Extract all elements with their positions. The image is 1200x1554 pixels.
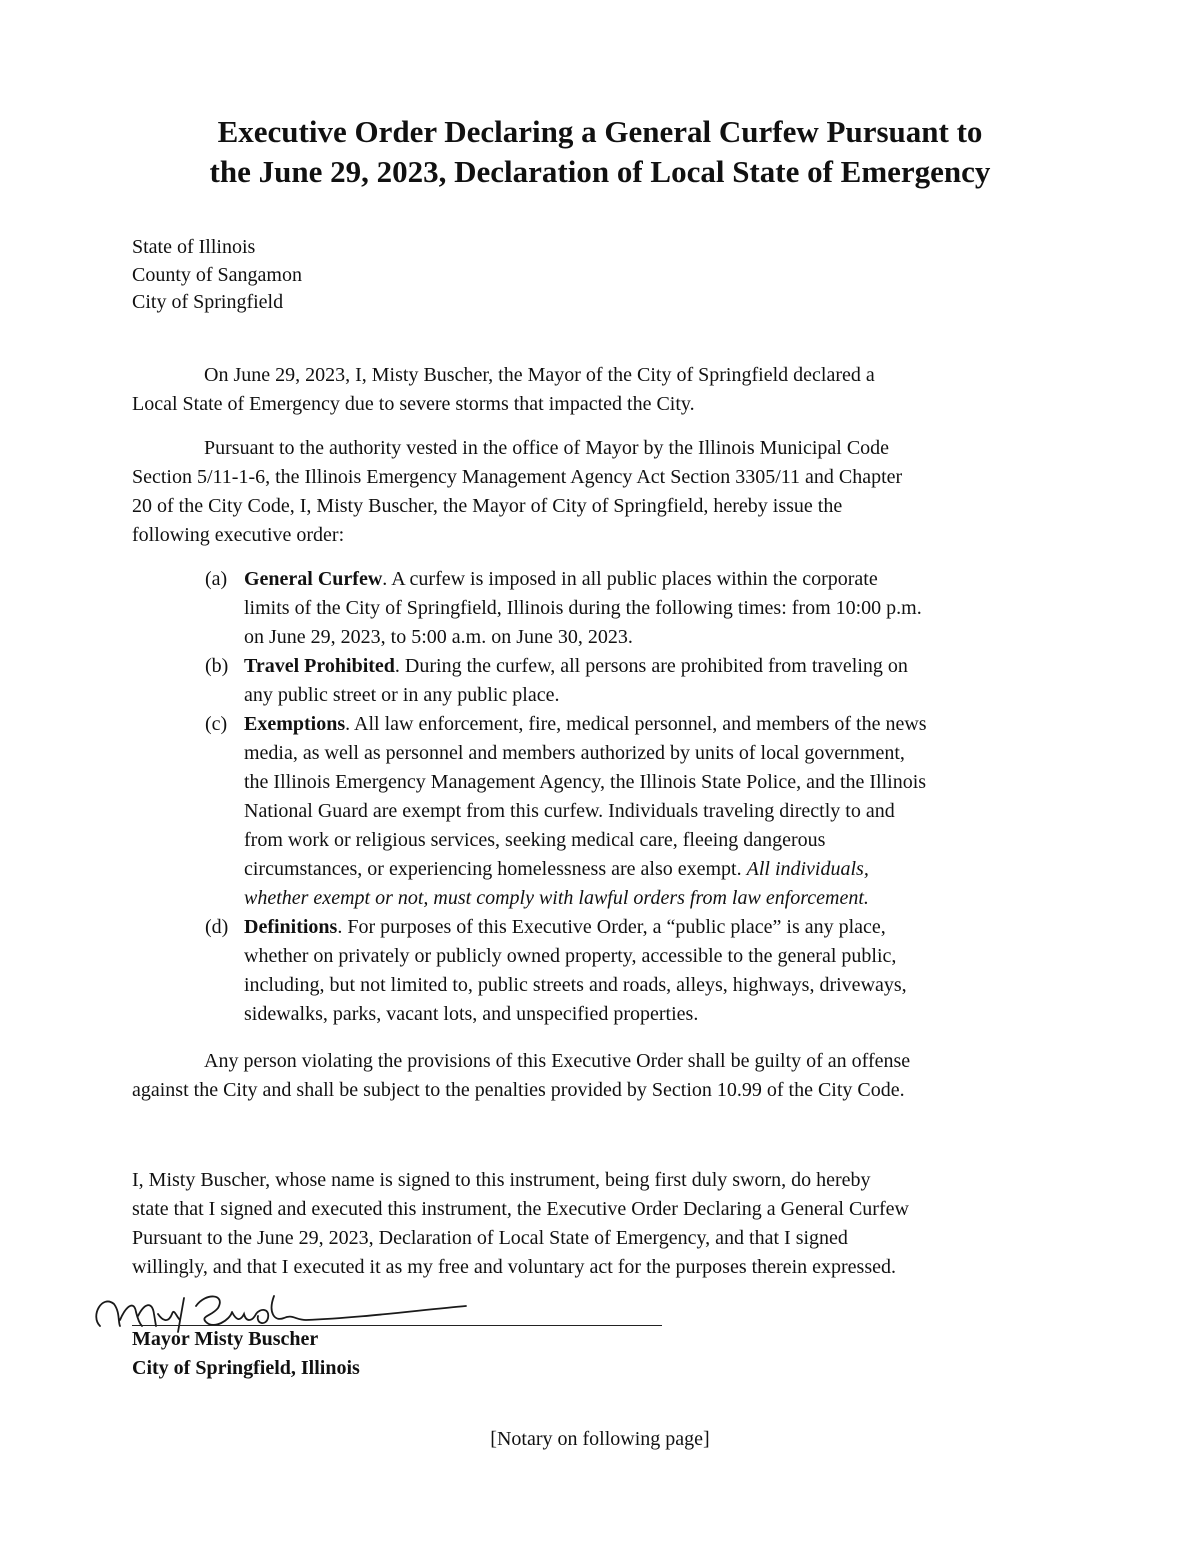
penalty-paragraph (132, 1047, 1062, 1105)
provision-line: the Illinois Emergency Management Agency, the Illinois State Police, and the Illinois (244, 771, 927, 793)
jurisdiction-block (132, 234, 302, 317)
paragraph-line: state that I signed and executed this instrument, the Executive Order Declaring a General Curfew (132, 1198, 909, 1220)
paragraph-line: Pursuant to the June 29, 2023, Declaration of Local State of Emergency, and that I signed (132, 1227, 848, 1249)
paragraph-line: Any person violating the provisions of this Executive Order shall be guilty of an offense (204, 1050, 911, 1072)
signer-block (132, 1325, 360, 1383)
paragraph-line: I, Misty Buscher, whose name is signed to this instrument, being first duly sworn, do hereby (132, 1169, 871, 1191)
provision-italic-text: All individuals, (746, 858, 869, 880)
provision-line: sidewalks, parks, vacant lots, and unspecified properties. (244, 1003, 699, 1025)
order-provisions-list (205, 565, 1075, 1029)
affidavit-paragraph (132, 1166, 1062, 1282)
paragraph-line: against the City and shall be subject to the penalties provided by Section 10.99 of the City Code. (132, 1079, 905, 1101)
provision-general-curfew (205, 565, 1075, 652)
provision-heading: Exemptions (244, 713, 346, 735)
title-line-1: Executive Order Declaring a General Curfew Pursuant to (217, 114, 983, 149)
provision-label: (b) (205, 655, 229, 677)
emergency-declaration-paragraph (132, 361, 1062, 419)
authority-paragraph (132, 434, 1062, 550)
provision-text: . During the curfew, all persons are prohibited from traveling on (394, 655, 908, 677)
paragraph-line: On June 29, 2023, I, Misty Buscher, the Mayor of the City of Springfield declared a (204, 364, 875, 386)
signer-office: City of Springfield, Illinois (132, 1357, 360, 1379)
paragraph-line: Pursuant to the authority vested in the office of Mayor by the Illinois Municipal Code (204, 437, 890, 459)
paragraph-line: Section 5/11-1-6, the Illinois Emergency Management Agency Act Section 3305/11 and Chapter (132, 466, 903, 488)
provision-exemptions (205, 710, 1075, 913)
paragraph-line: willingly, and that I executed it as my free and voluntary act for the purposes therein expressed. (132, 1256, 897, 1278)
jurisdiction-county: County of Sangamon (132, 263, 302, 286)
provision-label: (c) (205, 713, 228, 735)
provision-text: . A curfew is imposed in all public places within the corporate (382, 568, 878, 590)
document-title (100, 112, 1100, 192)
title-line-2: the June 29, 2023, Declaration of Local State of Emergency (209, 154, 991, 189)
provision-heading: Travel Prohibited (244, 655, 395, 677)
jurisdiction-state: State of Illinois (132, 236, 256, 258)
provision-text: . For purposes of this Executive Order, a “public place” is any place, (337, 916, 886, 938)
paragraph-line: Local State of Emergency due to severe storms that impacted the City. (132, 393, 695, 415)
provision-line: National Guard are exempt from this curfew. Individuals traveling directly to and (244, 800, 895, 822)
provision-heading: Definitions (244, 916, 338, 938)
provision-label: (a) (205, 568, 228, 590)
notary-note: [Notary on following page] (490, 1428, 710, 1450)
provision-line: on June 29, 2023, to 5:00 a.m. on June 30, 2023. (244, 626, 633, 648)
provision-line: limits of the City of Springfield, Illinois during the following times: from 10:00 p.m. (244, 597, 922, 619)
provision-line: any public street or in any public place. (244, 684, 560, 706)
provision-text: . All law enforcement, fire, medical personnel, and members of the news (345, 713, 927, 735)
provision-heading: General Curfew (244, 568, 383, 590)
jurisdiction-city: City of Springfield (132, 291, 284, 313)
provision-italic-text: whether exempt or not, must comply with lawful orders from law enforcement. (244, 887, 869, 909)
paragraph-line: following executive order: (132, 524, 345, 546)
provision-text: circumstances, or experiencing homelessness are also exempt. (244, 858, 747, 880)
provision-line: media, as well as personnel and members authorized by units of local government, (244, 742, 905, 764)
provision-travel-prohibited (205, 652, 1075, 710)
provision-line: whether on privately or publicly owned property, accessible to the general public, (244, 945, 897, 967)
provision-line: including, but not limited to, public streets and roads, alleys, highways, driveways, (244, 974, 907, 996)
provision-line: from work or religious services, seeking medical care, fleeing dangerous (244, 829, 826, 851)
signer-name: Mayor Misty Buscher (132, 1328, 319, 1350)
provision-definitions (205, 913, 1075, 1029)
provision-label: (d) (205, 916, 229, 938)
paragraph-line: 20 of the City Code, I, Misty Buscher, the Mayor of City of Springfield, hereby issue the (132, 495, 843, 517)
